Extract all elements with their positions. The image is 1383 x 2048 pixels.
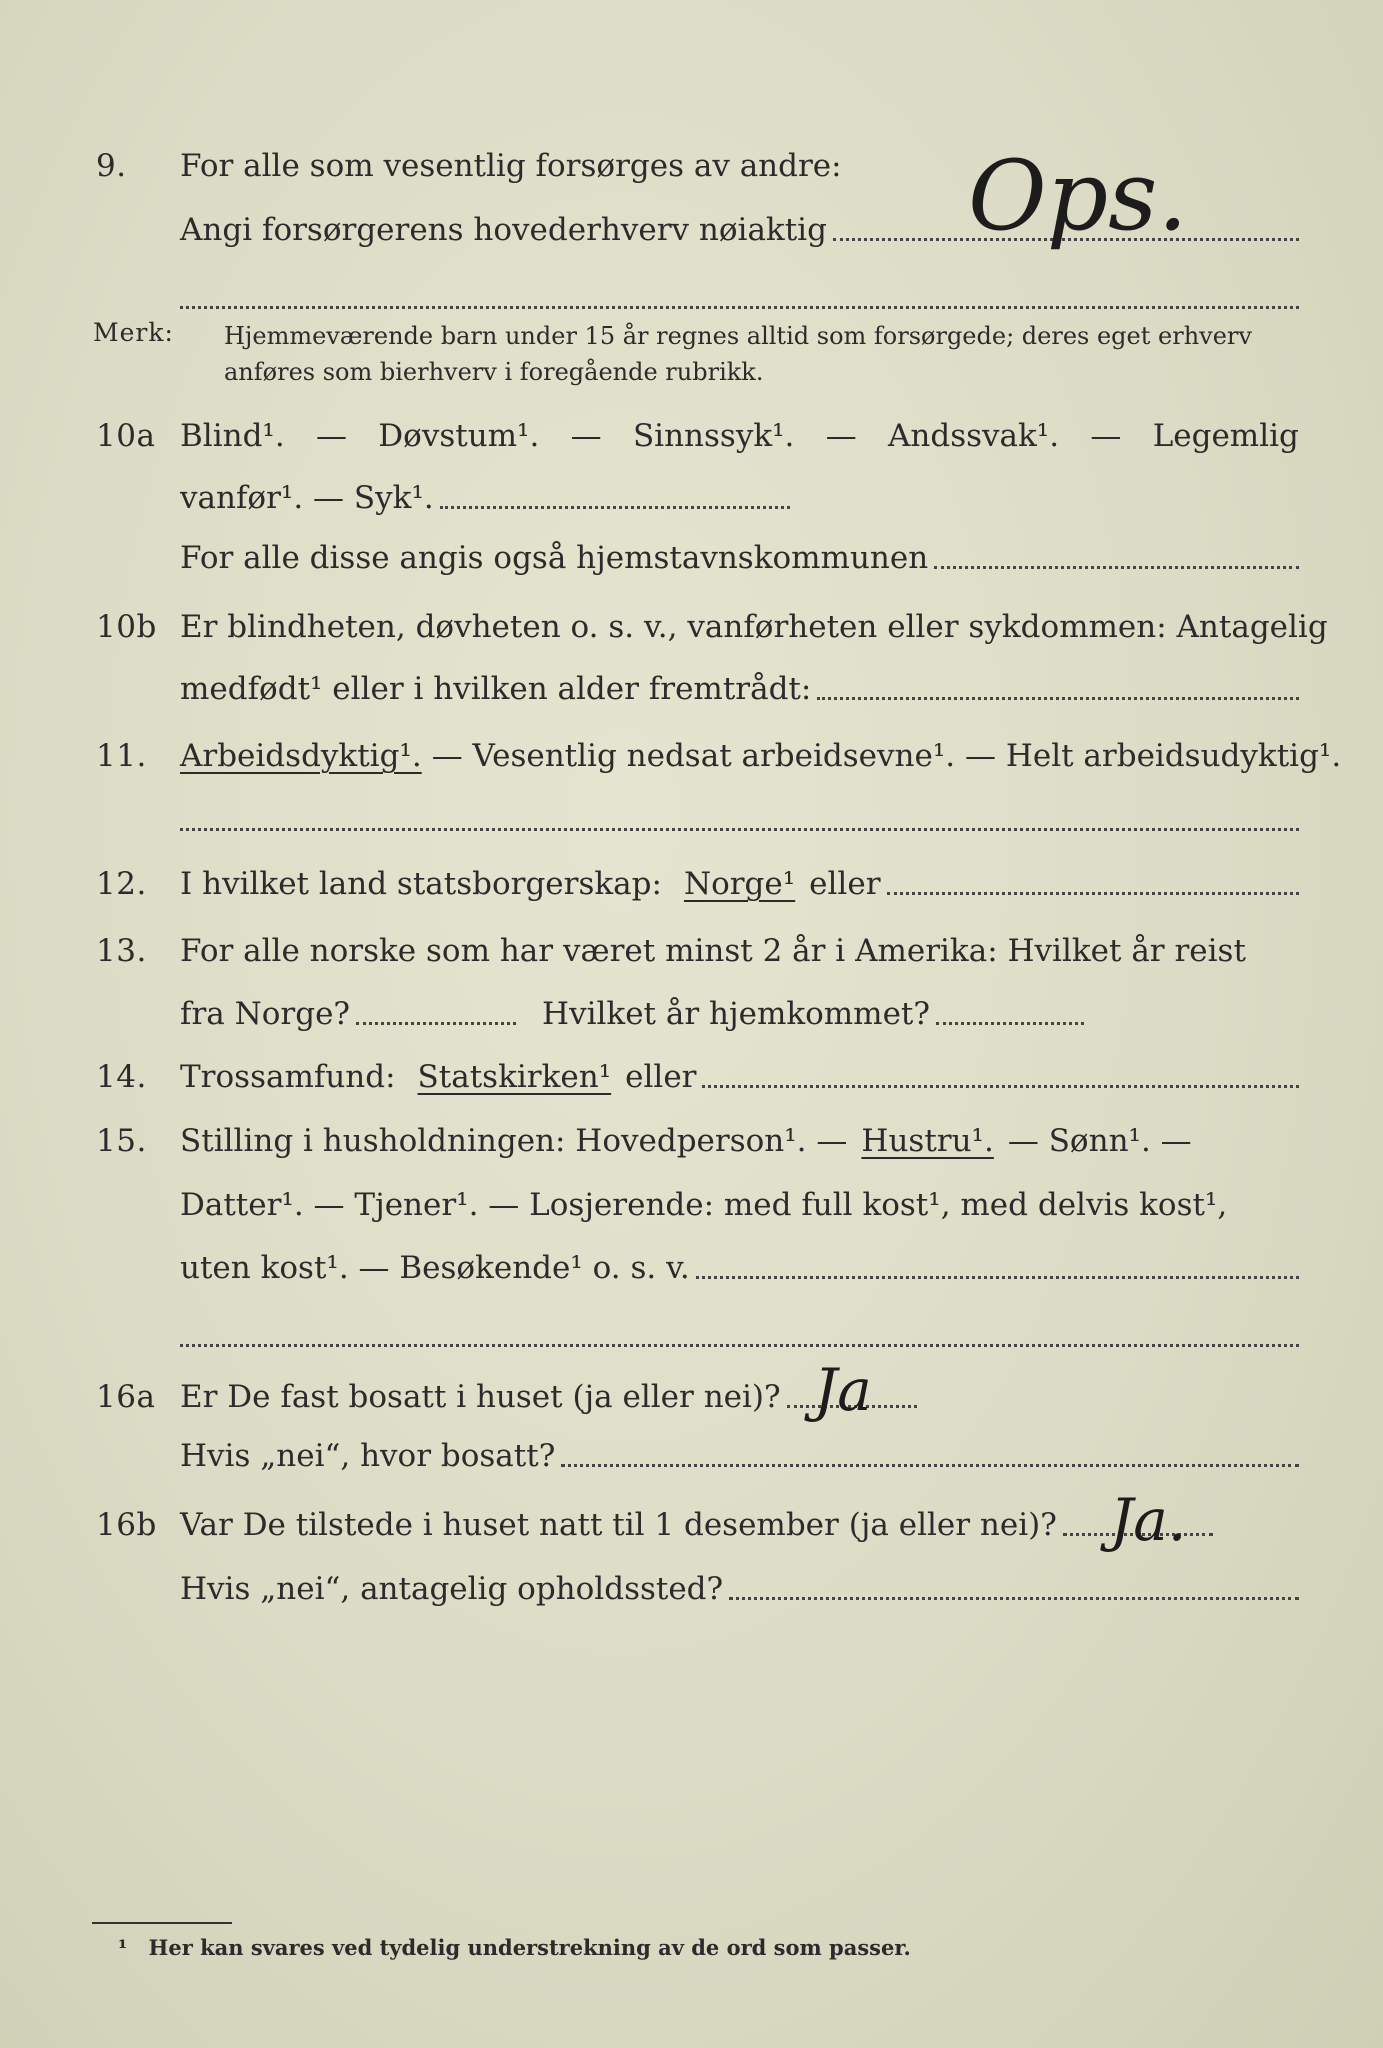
q16b-handwritten-answer: Ja.	[1110, 1486, 1187, 1554]
q9-handwritten-answer: Ops.	[968, 140, 1188, 252]
q15-extra-line	[180, 1344, 1299, 1347]
q15-line3-row	[0, 1245, 1383, 1291]
merk-note: Hjemmeværende barn under 15 år regnes alltid som forsørgede; deres eget erhverv anføres som bierhverv i foregående rubrikk.	[224, 322, 1252, 386]
q10a-dash: —	[316, 418, 347, 454]
q11-row	[0, 733, 1383, 779]
q13-line2b: Hvilket år hjemkommet?	[542, 996, 931, 1032]
merk-label: Merk:	[93, 318, 174, 347]
q16b-line2-row	[0, 1566, 1383, 1612]
q10a-line2: vanfør¹. — Syk¹.	[180, 480, 434, 516]
q14-number: 14.	[96, 1059, 147, 1095]
q14-answer-line	[702, 1085, 1299, 1088]
q10a-dash: —	[1090, 418, 1122, 454]
footnote-rule	[92, 1922, 232, 1924]
q16b-location-line	[729, 1597, 1299, 1600]
q10a-dash: —	[825, 418, 857, 454]
q10a-number: 10a	[96, 418, 156, 454]
q9-line2: Angi forsørgerens hovederhverv nøiaktig	[180, 212, 827, 248]
q10b-answer-line	[817, 697, 1299, 700]
q14-text: Trossamfund:	[180, 1059, 396, 1095]
q14-row	[0, 1054, 1383, 1100]
q13-line2-row	[0, 991, 1383, 1037]
q12-text: I hvilket land statsborgerskap:	[180, 866, 662, 902]
q9-line1: For alle som vesentlig forsørges av andre:	[180, 148, 842, 184]
q10b-line2: medfødt¹ eller i hvilken alder fremtrådt:	[180, 671, 812, 707]
q13-return-line	[936, 1022, 1084, 1025]
q16a-line2-row	[0, 1433, 1383, 1479]
q16a-row	[0, 1374, 1383, 1420]
q12-eller: eller	[809, 866, 881, 902]
q15-line2-row	[0, 1182, 1383, 1228]
q10a-hometown-line	[934, 566, 1299, 569]
q9-extra-line	[180, 306, 1299, 309]
q10a-andssvak: Andssvak¹.	[888, 418, 1060, 454]
q16b-number: 16b	[96, 1507, 157, 1543]
q10b-row	[0, 604, 1383, 650]
q15-number: 15.	[96, 1123, 147, 1159]
q15-line3: uten kost¹. — Besøkende¹ o. s. v.	[180, 1250, 690, 1286]
q12-number: 12.	[96, 866, 147, 902]
q10b-number: 10b	[96, 609, 157, 645]
q10b-line2-row	[0, 666, 1383, 712]
q16a-handwritten-answer: Ja	[814, 1356, 872, 1424]
q13-line1: For alle norske som har været minst 2 år i Amerika: Hvilket år reist	[180, 933, 1246, 969]
footnote-text: Her kan svares ved tydelig understrekning av de ord som passer.	[148, 1935, 911, 1960]
q15-line1c: — Sønn¹. —	[1007, 1123, 1192, 1159]
q16b-line1: Var De tilstede i huset natt til 1 desember (ja eller nei)?	[180, 1507, 1057, 1543]
footnote	[118, 1935, 911, 1960]
q10a-answer-line	[440, 506, 790, 509]
q10a-sinnssyk: Sinnssyk¹.	[632, 418, 795, 454]
q16b-line2: Hvis „nei“, antagelig opholdssted?	[180, 1571, 724, 1607]
q15-answer-line	[696, 1276, 1299, 1279]
footnote-marker: ¹	[118, 1935, 128, 1960]
q13-row	[0, 928, 1383, 974]
q11-rest: — Vesentlig nedsat arbeidsevne¹. — Helt arbeidsudyktig¹.	[431, 738, 1342, 774]
q16a-number: 16a	[96, 1379, 156, 1415]
q14-eller: eller	[625, 1059, 697, 1095]
q13-number: 13.	[96, 933, 147, 969]
q10a-legemlig: Legemlig	[1152, 418, 1299, 454]
q10a-row	[0, 413, 1383, 459]
q9-number: 9.	[96, 148, 127, 184]
q10a-blind: Blind¹.	[180, 418, 285, 454]
q10a-line2-row	[0, 475, 1383, 521]
q12-row	[0, 861, 1383, 907]
q13-line2a: fra Norge?	[180, 996, 351, 1032]
q13-departure-line	[356, 1022, 516, 1025]
q15-line1a: Stilling i husholdningen: Hovedperson¹. —	[180, 1123, 848, 1159]
q16a-line1: Er De fast bosatt i huset (ja eller nei)?	[180, 1379, 781, 1415]
q14-option-statskirken: Statskirken¹	[417, 1059, 612, 1095]
q12-option-norge: Norge¹	[683, 866, 796, 902]
q11-number: 11.	[96, 738, 147, 774]
q10a-dovstum: Døvstum¹.	[378, 418, 540, 454]
q16a-location-line	[561, 1464, 1299, 1467]
q10a-line3: For alle disse angis også hjemstavnskommunen	[180, 540, 929, 576]
q15-line2: Datter¹. — Tjener¹. — Losjerende: med full kost¹, med delvis kost¹,	[180, 1187, 1228, 1223]
q10a-dash: —	[570, 418, 602, 454]
q16a-line2: Hvis „nei“, hvor bosatt?	[180, 1438, 556, 1474]
q11-extra-line	[180, 828, 1299, 831]
q15-row	[0, 1118, 1383, 1164]
q10b-line1: Er blindheten, døvheten o. s. v., vanførheten eller sykdommen: Antagelig	[180, 609, 1328, 645]
q10a-line3-row	[0, 535, 1383, 581]
q15-option-hustru: Hustru¹.	[861, 1123, 994, 1159]
q11-arbeidsdyktig: Arbeidsdyktig¹.	[180, 738, 422, 774]
q12-answer-line	[887, 892, 1299, 895]
